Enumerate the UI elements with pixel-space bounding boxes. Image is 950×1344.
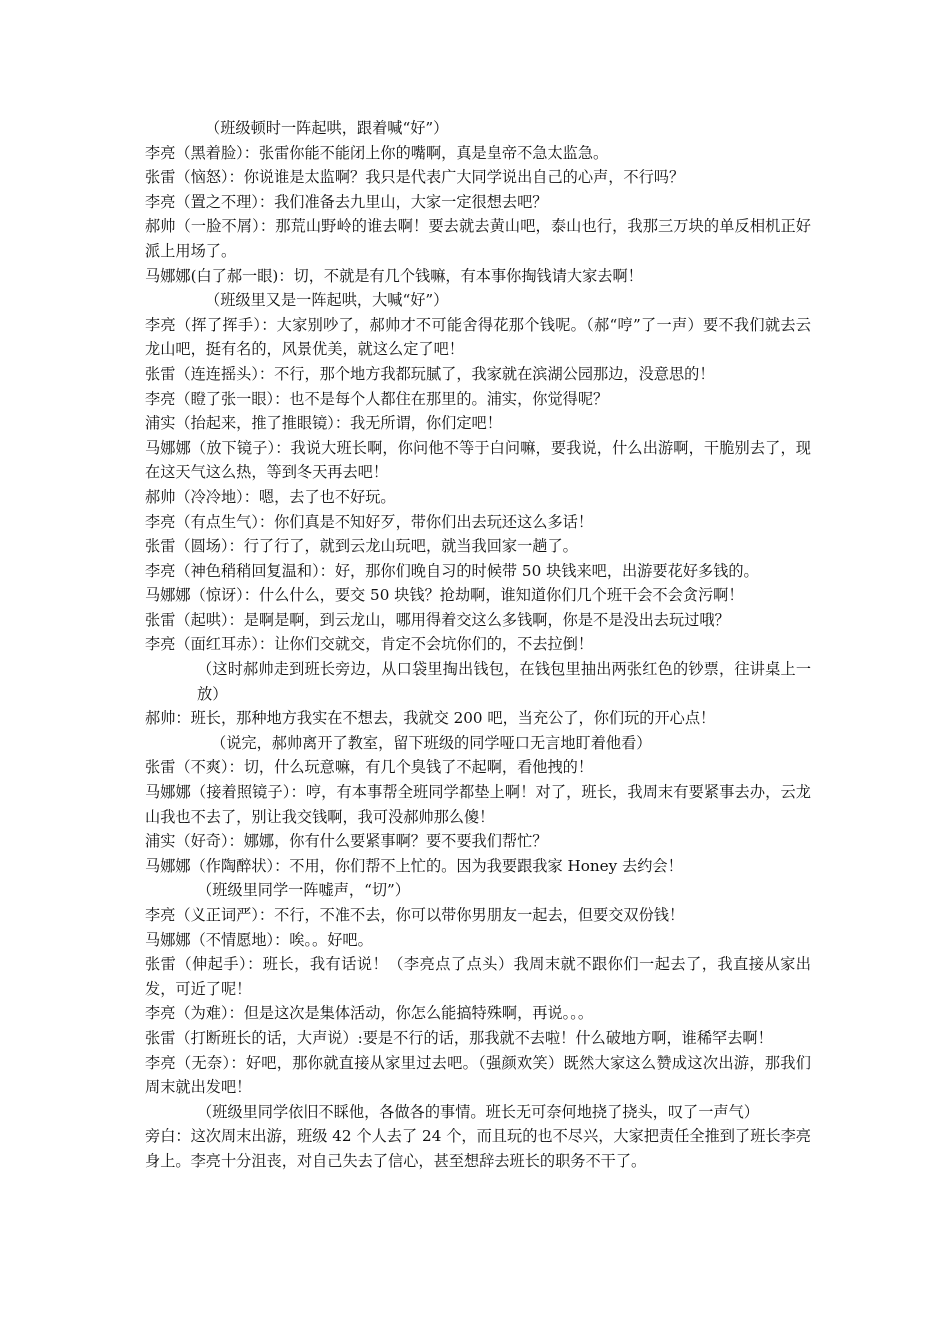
dialogue-line: 张雷（打断班长的话，大声说）:要是不行的话，那我就不去啦！什么破地方啊，谁稀罕去啊！ [145,1028,773,1047]
dialogue-line: 郝帅（冷冷地）：嗯，去了也不好玩。 [145,487,396,506]
dialogue-line: 郝帅（一脸不屑）：那荒山野岭的谁去啊！要去就去黄山吧，泰山也行，我那三万块的单反相机正好派上用场了。 [145,217,811,260]
dialogue-line: 李亮（神色稍稍回复温和）：好，那你们晚自习的时候带 50 块钱来吧，出游要花好多钱的。 [145,561,759,580]
dialogue-line: 郝帅：班长，那种地方我实在不想去，我就交 200 吧，当充公了，你们玩的开心点！ [145,709,716,728]
dialogue-line: 李亮（有点生气）：你们真是不知好歹，带你们出去玩还这么多话！ [145,512,594,531]
dialogue-line: 马娜娜（作陶醉状）：不用，你们帮不上忙的。因为我要跟我家 Honey 去约会！ [145,856,683,875]
dialogue-line: 李亮（无奈）：好吧，那你就直接从家里过去吧。（强颜欢笑）既然大家这么赞成这次出游，那我们周末就出发吧！ [145,1053,811,1097]
dialogue-line: 李亮（挥了挥手）：大家别吵了，郝帅才不可能舍得花那个钱呢。（郝“哼”了一声）要不我们就去云龙山吧，挺有名的，风景优美，就这么定了吧！ [145,315,811,359]
narration-line: 旁白：这次周末出游，班级 42 个人去了 24 个，而且玩的也不尽兴，大家把责任全推到了班长李亮身上。李亮十分沮丧，对自己失去了信心，甚至想辞去班长的职务不干了。 [145,1127,811,1170]
dialogue-line: 马娜娜（惊讶）：什么什么，要交 50 块钱？抢劫啊，谁知道你们几个班干会不会贪污啊！ [145,586,744,605]
stage-direction: （班级里同学依旧不睬他，各做各的事情。班长无可奈何地挠了挠头，叹了一声气） [197,1102,759,1121]
dialogue-line: 张雷（恼怒）：你说谁是太监啊？我只是代表广大同学说出自己的心声，不行吗？ [145,168,685,187]
script-text-body [145,116,811,1174]
dialogue-line: 张雷（不爽）：切，什么玩意嘛，有几个臭钱了不起啊，看他拽的！ [145,758,594,777]
dialogue-line: 张雷（圆场）：行了行了，就到云龙山玩吧，就当我回家一趟了。 [145,537,578,556]
dialogue-line: 马娜娜(白了郝一眼)：切，不就是有几个钱嘛，有本事你掏钱请大家去啊！ [145,266,643,285]
dialogue-line: 马娜娜（不情愿地）：唉。。好吧。 [145,930,373,949]
dialogue-line: 马娜娜（接着照镜子）：哼，有本事帮全班同学都垫上啊！对了，班长，我周末有要紧事去办，云龙山我也不去了，别让我交钱啊，我可没郝帅那么傻！ [145,783,811,826]
dialogue-line: 李亮（置之不理）：我们准备去九里山，大家一定很想去吧？ [145,192,548,211]
dialogue-line: 浦实（抬起来，推了推眼镜）：我无所谓，你们定吧！ [145,414,502,433]
dialogue-line: 李亮（黑着脸）：张雷你能不能闭上你的嘴啊，真是皇帝不急太监急。 [145,143,609,162]
stage-direction: （班级里又是一阵起哄，大喊“好”） [205,291,449,310]
dialogue-line: 马娜娜（放下镜子）：我说大班长啊，你问他不等于白问嘛，要我说，什么出游啊，干脆别去了，现在这天气这么热，等到冬天再去吧！ [145,438,811,482]
dialogue-line: 张雷（起哄）：是啊是啊，到云龙山，哪用得着交这么多钱啊，你是不是没出去玩过哦？ [145,610,730,629]
dialogue-line: 浦实（好奇）：娜娜，你有什么要紧事啊？要不要我们帮忙？ [145,832,548,851]
dialogue-line: 李亮（义正词严）：不行，不准不去，你可以带你男朋友一起去，但要交双份钱！ [145,906,685,924]
stage-direction: （说完，郝帅离开了教室，留下班级的同学哑口无言地盯着他看） [211,733,652,752]
stage-direction: （班级顿时一阵起哄，跟着喊“好”） [205,119,449,137]
dialogue-line: 张雷（连连摇头）：不行，那个地方我都玩腻了，我家就在滨湖公园那边，没意思的！ [145,364,715,383]
stage-direction: （班级里同学一阵嘘声，“切”） [197,881,410,900]
dialogue-line: 李亮（为难）：但是这次是集体活动，你怎么能搞特殊啊，再说。。。 [145,1004,594,1023]
dialogue-line: 李亮（瞪了张一眼）：也不是每个人都住在那里的。浦实，你觉得呢？ [145,389,609,408]
dialogue-line: 张雷（伸起手）：班长，我有话说！（李亮点了点头）我周末就不跟你们一起去了，我直接从家出发，可近了呢！ [145,955,811,998]
stage-direction: （这时郝帅走到班长旁边，从口袋里掏出钱包，在钱包里抽出两张红色的钞票，往讲桌上一放） [197,660,811,703]
dialogue-line: 李亮（面红耳赤）：让你们交就交，肯定不会坑你们的，不去拉倒！ [145,635,594,654]
